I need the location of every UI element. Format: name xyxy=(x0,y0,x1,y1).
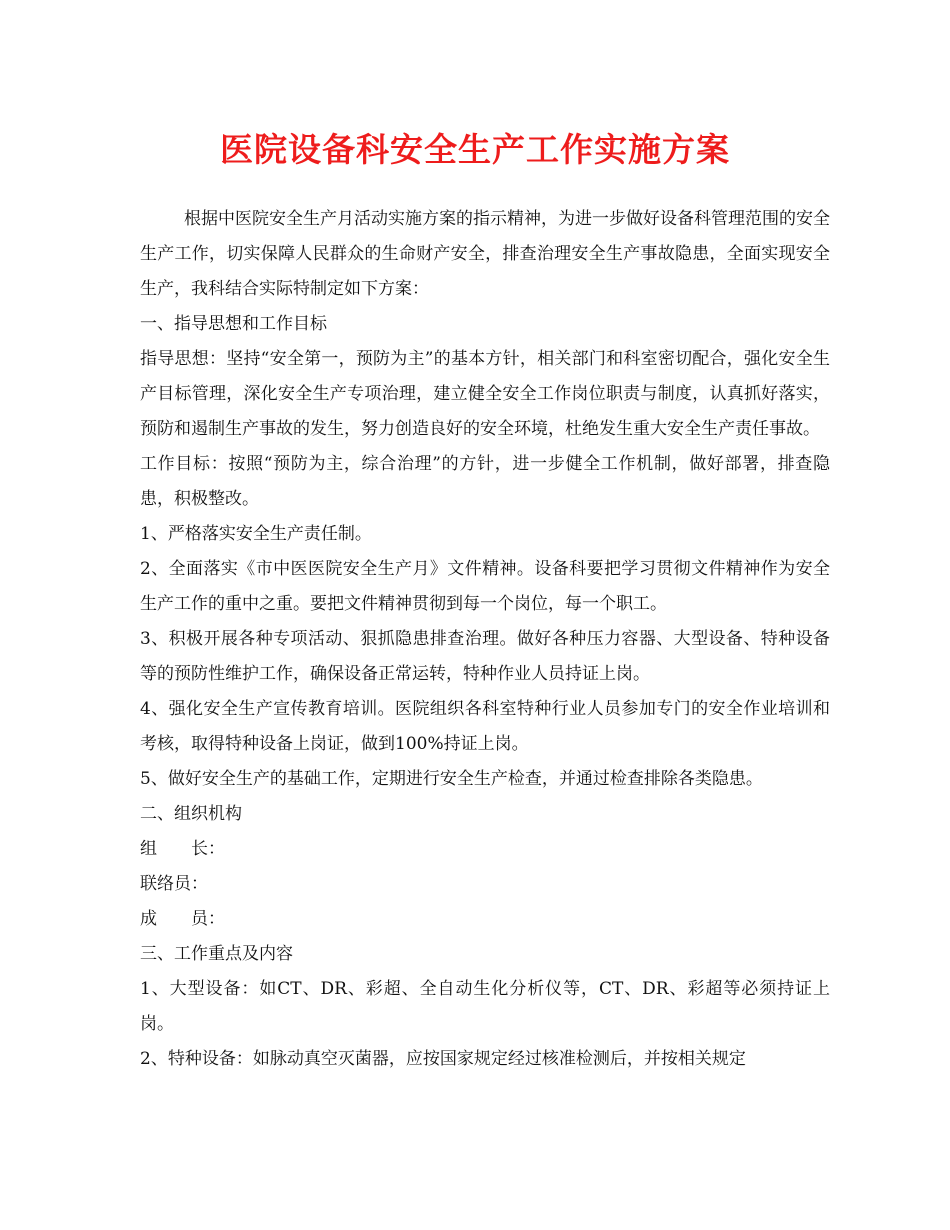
goal-item-4: 4、强化安全生产宣传教育培训。医院组织各科室特种行业人员参加专门的安全作业培训和考核，取得特种设备上岗证，做到100%持证上岗。 xyxy=(140,699,830,754)
document-title: 医院设备科安全生产工作实施方案 xyxy=(220,130,730,169)
goal-item-3: 3、积极开展各种专项活动、狠抓隐患排查治理。做好各种压力容器、大型设备、特种设备等的预防性维护工作，确保设备正常运转，特种作业人员持证上岗。 xyxy=(140,629,830,684)
intro-paragraph: 根据中医院安全生产月活动实施方案的指示精神，为进一步做好设备科管理范围的安全生产工作，切实保障人民群众的生命财产安全，排查治理安全生产事故隐患，全面实现安全生产，我科结合实际特制定如下方案： xyxy=(140,209,830,299)
org-role-members: 成 员： xyxy=(140,909,225,929)
work-goal-paragraph: 工作目标：按照“预防为主，综合治理”的方针，进一步健全工作机制，做好部署，排查隐患，积极整改。 xyxy=(140,454,830,509)
section-heading-guidance: 一、指导思想和工作目标 xyxy=(140,314,327,334)
org-role-liaison: 联络员： xyxy=(140,874,208,894)
goal-item-1: 1、严格落实安全生产责任制。 xyxy=(140,524,372,544)
goal-item-5: 5、做好安全生产的基础工作，定期进行安全生产检查，并通过检查排除各类隐患。 xyxy=(140,769,763,789)
document-body xyxy=(140,202,830,1077)
section-heading-organization: 二、组织机构 xyxy=(140,804,242,824)
org-role-leader: 组 长： xyxy=(140,839,225,859)
goal-item-2: 2、全面落实《市中医医院安全生产月》文件精神。设备科要把学习贯彻文件精神作为安全生产工作的重中之重。要把文件精神贯彻到每一个岗位，每一个职工。 xyxy=(140,559,830,614)
work-item-2: 2、特种设备：如脉动真空灭菌器，应按国家规定经过核准检测后，并按相关规定 xyxy=(140,1049,746,1069)
section-heading-work-focus: 三、工作重点及内容 xyxy=(140,944,293,964)
guiding-thought-paragraph: 指导思想：坚持“安全第一，预防为主”的基本方针，相关部门和科室密切配合，强化安全生产目标管理，深化安全生产专项治理，建立健全安全工作岗位职责与制度，认真抓好落实，预防和遏制生产事故的发生，努力创造良好的安全环境，杜绝发生重大安全生产责任事故。 xyxy=(140,349,830,439)
work-item-1: 1、大型设备：如CT、DR、彩超、全自动生化分析仪等，CT、DR、彩超等必须持证上岗。 xyxy=(140,979,830,1034)
